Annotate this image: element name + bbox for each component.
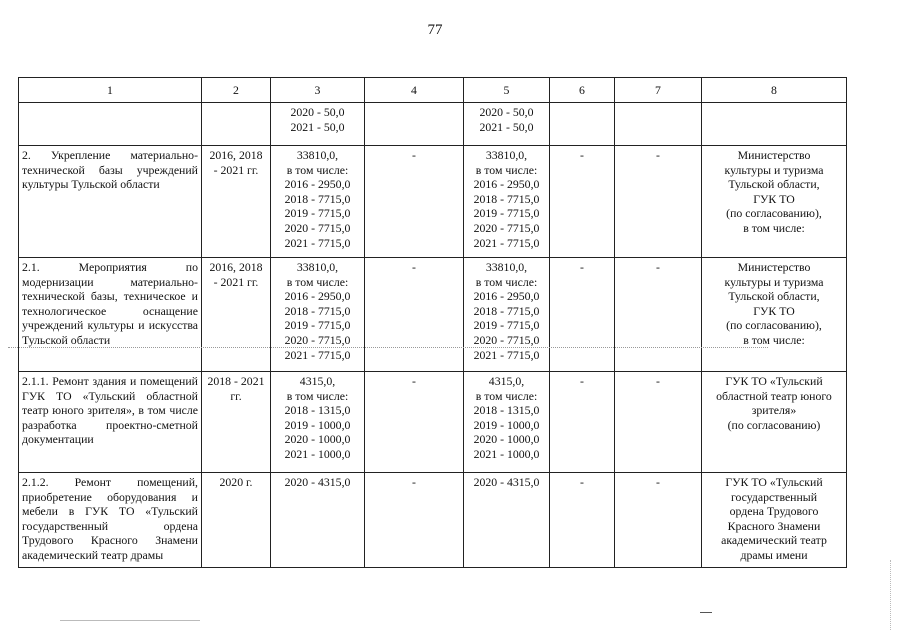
column-4-cell: - bbox=[365, 146, 464, 258]
column-7-cell: - bbox=[615, 473, 702, 568]
column-header: 8 bbox=[702, 78, 847, 103]
period-cell: 2020 г. bbox=[202, 473, 271, 568]
executor-cell: ГУК ТО «Тульский областной театр юного зрителя» (по согласованию) bbox=[702, 372, 847, 473]
column-7-cell: - bbox=[615, 146, 702, 258]
column-6-cell: - bbox=[550, 146, 615, 258]
column-6-cell: - bbox=[550, 372, 615, 473]
budget-funding-cell: 2020 - 50,0 2021 - 50,0 bbox=[464, 103, 550, 146]
period-cell: 2018 - 2021 гг. bbox=[202, 372, 271, 473]
budget-funding-cell: 2020 - 4315,0 bbox=[464, 473, 550, 568]
table-row bbox=[19, 258, 847, 372]
column-header: 1 bbox=[19, 78, 202, 103]
total-funding-cell: 2020 - 4315,0 bbox=[271, 473, 365, 568]
executor-cell: Министерство культуры и туризма Тульской области, ГУК ТО (по согласованию), в том числе: bbox=[702, 146, 847, 258]
column-4-cell: - bbox=[365, 258, 464, 372]
column-4-cell: - bbox=[365, 372, 464, 473]
measure-name: 2.1.1. Ремонт здания и помещений ГУК ТО «Тульский областной театр юного зрителя», в том числе разработка проектно-сметной документации bbox=[19, 372, 202, 473]
column-header: 4 bbox=[365, 78, 464, 103]
scan-artifact-mark bbox=[700, 612, 712, 613]
budget-funding-cell: 33810,0, в том числе: 2016 - 2950,0 2018 - 7715,0 2019 - 7715,0 2020 - 7715,0 2021 - 7715,0 bbox=[464, 146, 550, 258]
column-6-cell: - bbox=[550, 258, 615, 372]
measure-name bbox=[19, 103, 202, 146]
executor-cell bbox=[702, 103, 847, 146]
table-row bbox=[19, 146, 847, 258]
scan-artifact-line bbox=[60, 620, 200, 621]
table-row bbox=[19, 372, 847, 473]
column-header: 6 bbox=[550, 78, 615, 103]
measure-name: 2.1.2. Ремонт помещений, приобретение оборудования и мебели в ГУК ТО «Тульский государственный ордена Трудового Красного Знамени академический театр драмы bbox=[19, 473, 202, 568]
period-cell: 2016, 2018 - 2021 гг. bbox=[202, 258, 271, 372]
column-7-cell: - bbox=[615, 258, 702, 372]
header-row bbox=[19, 78, 847, 103]
total-funding-cell: 33810,0, в том числе: 2016 - 2950,0 2018 - 7715,0 2019 - 7715,0 2020 - 7715,0 2021 - 7715,0 bbox=[271, 146, 365, 258]
column-4-cell: - bbox=[365, 473, 464, 568]
total-funding-cell: 2020 - 50,0 2021 - 50,0 bbox=[271, 103, 365, 146]
column-6-cell bbox=[550, 103, 615, 146]
program-table bbox=[18, 77, 847, 568]
column-7-cell: - bbox=[615, 372, 702, 473]
total-funding-cell: 4315,0, в том числе: 2018 - 1315,0 2019 - 1000,0 2020 - 1000,0 2021 - 1000,0 bbox=[271, 372, 365, 473]
executor-cell: ГУК ТО «Тульский государственный ордена Трудового Красного Знамени академический театр драмы имени bbox=[702, 473, 847, 568]
period-cell: 2016, 2018 - 2021 гг. bbox=[202, 146, 271, 258]
column-header: 2 bbox=[202, 78, 271, 103]
table-row bbox=[19, 473, 847, 568]
scan-edge-noise bbox=[890, 560, 895, 630]
budget-funding-cell: 33810,0, в том числе: 2016 - 2950,0 2018 - 7715,0 2019 - 7715,0 2020 - 7715,0 2021 - 7715,0 bbox=[464, 258, 550, 372]
scan-artifact-line bbox=[8, 347, 768, 348]
column-header: 3 bbox=[271, 78, 365, 103]
budget-funding-cell: 4315,0, в том числе: 2018 - 1315,0 2019 - 1000,0 2020 - 1000,0 2021 - 1000,0 bbox=[464, 372, 550, 473]
column-header: 5 bbox=[464, 78, 550, 103]
column-6-cell: - bbox=[550, 473, 615, 568]
measure-name: 2. Укрепление материально-технической базы учреждений культуры Тульской области bbox=[19, 146, 202, 258]
column-4-cell bbox=[365, 103, 464, 146]
executor-cell: Министерство культуры и туризма Тульской области, ГУК ТО (по согласованию), в том числе: bbox=[702, 258, 847, 372]
column-7-cell bbox=[615, 103, 702, 146]
total-funding-cell: 33810,0, в том числе: 2016 - 2950,0 2018 - 7715,0 2019 - 7715,0 2020 - 7715,0 2021 - 7715,0 bbox=[271, 258, 365, 372]
column-header: 7 bbox=[615, 78, 702, 103]
measure-name: 2.1. Мероприятия по модернизации материально-технической базы, техническое и технологическое оснащение учреждений культуры и искусства Тульской области bbox=[19, 258, 202, 372]
period-cell bbox=[202, 103, 271, 146]
table-row bbox=[19, 103, 847, 146]
page-number: 77 bbox=[427, 22, 443, 38]
